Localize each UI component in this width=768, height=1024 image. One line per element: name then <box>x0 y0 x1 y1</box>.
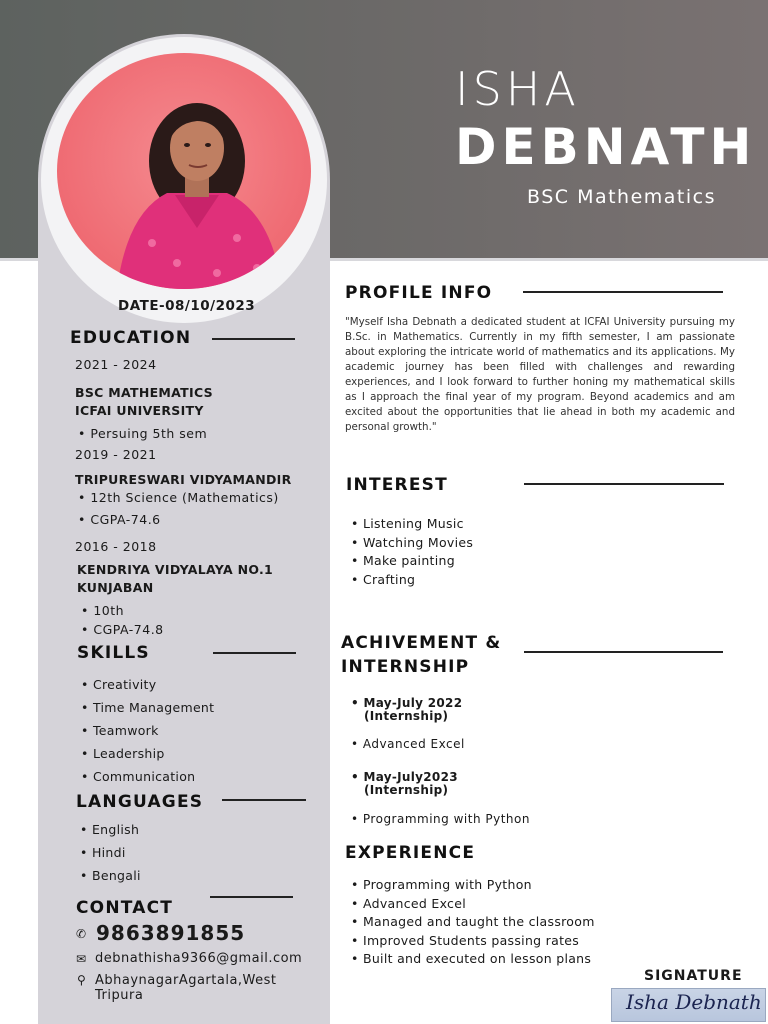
experience-item: • Advanced Excel <box>351 896 595 915</box>
interest-heading: INTEREST <box>346 475 448 495</box>
experience-item: • Programming with Python <box>351 877 595 896</box>
profile-summary: "Myself Isha Debnath a dedicated student at ICFAI University pursuing my B.Sc. in Mathematics. Currently in my fifth semester, I am passionate about exploring the intricate world of mathematics and its applications. My academic journey has been filled with challenges and rewarding experiences, and I look forward to further honing my mathematical skills as I approach the final year of my program. Beyond academics and am excited about the opportunities that lie ahead in both my academic and personal growth." <box>345 316 735 433</box>
internship-type: (Internship) <box>364 783 449 797</box>
internship-detail: • Programming with Python <box>351 812 530 826</box>
education-detail: • 10th <box>81 603 124 618</box>
internship-period: • May-July 2022 <box>351 696 462 710</box>
education-detail: • 12th Science (Mathematics) <box>78 490 279 505</box>
education-institution: KENDRIYA VIDYALAYA NO.1 <box>77 562 274 577</box>
achievement-heading-line2: INTERNSHIP <box>341 657 470 677</box>
language-item: • Hindi <box>80 845 141 868</box>
achievement-divider <box>524 651 723 653</box>
education-institution: ICFAI UNIVERSITY <box>75 403 204 418</box>
education-years: 2016 - 2018 <box>75 539 157 554</box>
degree-subtitle: BSC Mathematics <box>527 186 717 208</box>
phone-icon: ✆ <box>76 927 87 941</box>
interest-item: • Watching Movies <box>351 535 473 554</box>
skill-item: • Leadership <box>81 746 214 769</box>
experience-item: • Built and executed on lesson plans <box>351 951 595 970</box>
education-years: 2019 - 2021 <box>75 447 157 462</box>
internship-period: • May-July2023 <box>351 770 458 784</box>
last-name: DEBNATH <box>455 118 757 176</box>
skill-item: • Communication <box>81 769 214 792</box>
contact-phone: 9863891855 <box>96 921 246 945</box>
interest-divider <box>524 483 724 485</box>
interest-item: • Listening Music <box>351 516 473 535</box>
experience-heading: EXPERIENCE <box>345 843 476 863</box>
achievement-heading: ACHIVEMENT & <box>341 633 502 653</box>
languages-divider <box>222 799 306 801</box>
signature-heading: SIGNATURE <box>644 968 743 984</box>
internship-detail: • Advanced Excel <box>351 737 465 751</box>
profile-heading: PROFILE INFO <box>345 283 493 303</box>
contact-address: AbhaynagarAgartala,West Tripura <box>95 973 277 1003</box>
internship-type: (Internship) <box>364 709 449 723</box>
languages-list <box>80 822 141 891</box>
document-date: DATE-08/10/2023 <box>118 298 256 314</box>
skill-item: • Time Management <box>81 700 214 723</box>
skills-heading: SKILLS <box>77 643 150 663</box>
interest-item: • Make painting <box>351 553 473 572</box>
email-icon: ✉ <box>76 952 87 966</box>
language-item: • Bengali <box>80 868 141 891</box>
education-detail: • CGPA-74.8 <box>81 622 164 637</box>
experience-list <box>351 877 595 970</box>
contact-divider <box>210 896 293 898</box>
profile-photo <box>57 53 311 289</box>
education-years: 2021 - 2024 <box>75 357 157 372</box>
education-institution: TRIPURESWARI VIDYAMANDIR <box>75 472 292 487</box>
location-pin-icon: ⚲ <box>77 973 86 987</box>
languages-heading: LANGUAGES <box>76 792 204 812</box>
contact-email: debnathisha9366@gmail.com <box>95 951 303 966</box>
education-detail: • CGPA-74.6 <box>78 512 161 527</box>
education-detail: • Persuing 5th sem <box>78 426 207 441</box>
education-heading: EDUCATION <box>70 328 192 348</box>
skills-divider <box>213 652 296 654</box>
education-institution-line2: KUNJABAN <box>77 580 154 595</box>
skill-item: • Creativity <box>81 677 214 700</box>
contact-heading: CONTACT <box>76 898 174 918</box>
first-name: ISHA <box>455 62 580 116</box>
profile-divider <box>523 291 723 293</box>
education-divider <box>212 338 295 340</box>
interest-list <box>351 516 473 590</box>
language-item: • English <box>80 822 141 845</box>
experience-item: • Improved Students passing rates <box>351 933 595 952</box>
skills-list <box>81 677 214 792</box>
interest-item: • Crafting <box>351 572 473 591</box>
skill-item: • Teamwork <box>81 723 214 746</box>
education-degree: BSC MATHEMATICS <box>75 385 213 400</box>
experience-item: • Managed and taught the classroom <box>351 914 595 933</box>
signature: Isha Debnath <box>626 990 762 1014</box>
